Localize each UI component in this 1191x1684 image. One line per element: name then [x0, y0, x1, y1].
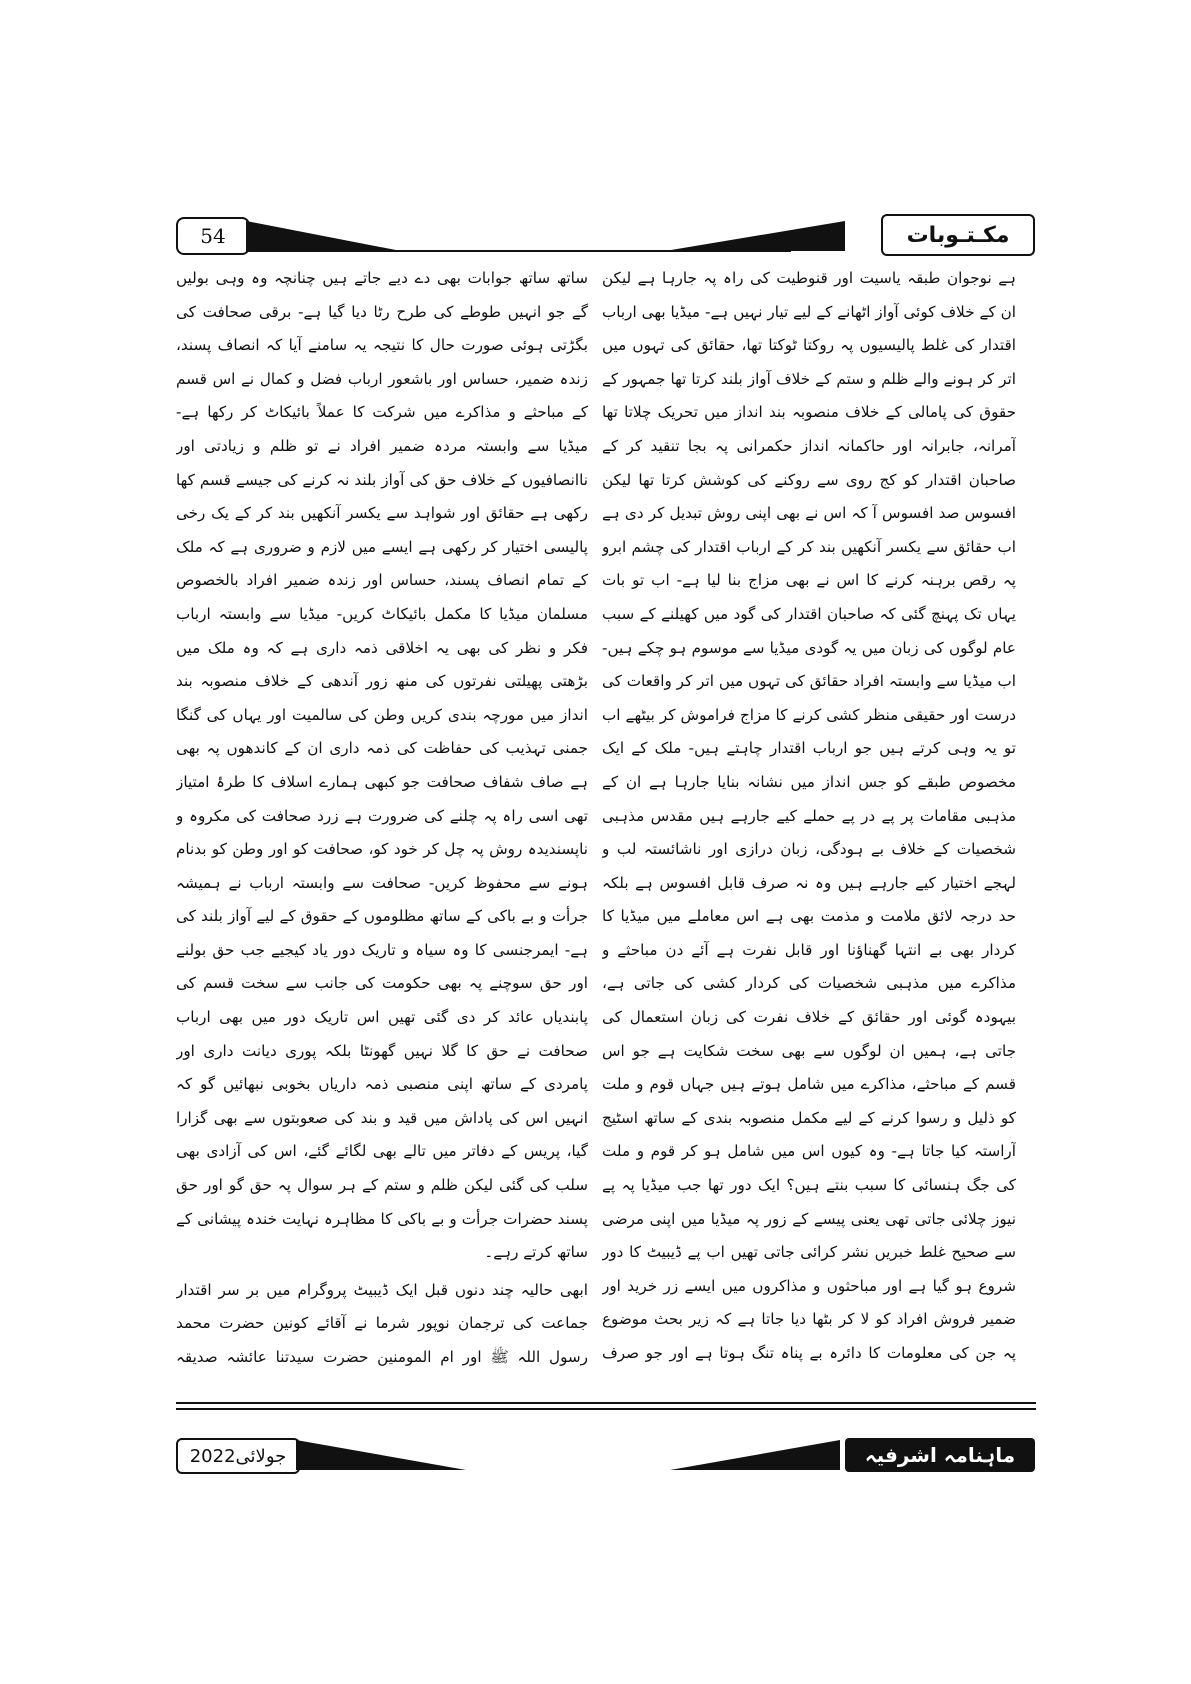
- footer-left-wedge: [296, 1438, 471, 1472]
- paragraph: ابھی حالیہ چند دنوں قبل ایک ڈیبیٹ پروگرام میں بر سر اقتدار جماعت کی ترجمان نوپور شرما نے آقائے کونین حضرت محمد رسول اللہ ﷺ اور ام المومنین حضرت سیدتنا عائشہ صدیقہ: [176, 1280, 588, 1366]
- paragraph: ہے نوجوان طبقہ یاسیت اور قنوطیت کی راہ پہ جارہا ہے لیکن ان کے خلاف کوئی آواز اٹھانے کے لیے تیار نہیں ہے- میڈیا بھی ارباب اقتدار کی غلط پالیسیوں پہ روکتا ٹوکتا تھا، حقائق کی تہوں میں اتر کر ہونے والے ظلم و ستم کے خلاف آواز بلند کرتا تھا جمہور کے حقوق کی پامالی کے خلاف منصوبہ بند انداز میں تحریک چلاتا تھا آمرانہ، جابرانہ اور حاکمانہ انداز حکمرانی پہ بجا تنقید کر کے صاحبان اقتدار کو کج روی سے روکنے کی کوشش کرتا تھا لیکن افسوس صد افسوس آ کہ اس نے بھی اپنی روش تبدیل کر دی ہے اب حقائق سے یکسر آنکھیں بند کر کے ارباب اقتدار کی چشم ابرو پہ رقص برہنہ کرنے کا اس نے بھی مزاج بنا لیا ہے- اب تو بات یہاں تک پہنچ گئی کہ صاحبان اقتدار کی گود میں کھیلنے کے سبب عام لوگوں کی زبان میں یہ گودی میڈیا سے موسوم ہو چکے ہیں- اب میڈیا سے وابستہ افراد حقائق کی تہوں میں اتر کر واقعات کی درست اور حقیقی منظر کشی کرنے کا مزاج فراموش کر بیٹھے اب تو یہ وہی کرتے ہیں جو ارباب اقتدار چاہتے ہیں- ملک کے ایک مخصوص طبقے کو جس انداز میں نشانہ بنایا جارہا ہے ان کے مذہبی مقامات پر پے در پے حملے کیے جارہے ہیں مقدس مذہبی شخصیات کے خلاف بے ہودگی، زبان درازی اور ناشائستہ لب و لہجے اختیار کیے جارہے ہیں وہ نہ صرف قابل افسوس ہے بلکہ حد درجہ لائق ملامت و مذمت بھی ہے اس معاملے میں میڈیا کا کردار بھی بے انتہا گھناؤنا اور قابل نفرت ہے آئے دن مباحثے و مذاکرے میں مذہبی شخصیات کی کردار کشی کی جاتی ہے، بیہودہ گوئی اور حقائق کے خلاف نفرت کی زبان استعمال کی جاتی ہے، ہمیں ان لوگوں سے بھی سخت شکایت ہے جو اس قسم کے مباحثے، مذاکرے میں شامل ہوتے ہیں جہاں قوم و ملت کو ذلیل و رسوا کرنے کے لیے مکمل منصوبہ بندی کے ساتھ اسٹیج آراستہ کیا جاتا ہے- وہ کیوں اس میں شامل ہو کر قوم و ملت کی جگ ہنسائی کا سبب بنتے ہیں؟ ایک دور تھا جب میڈیا پہ پے نیوز چلائی جاتی تھی یعنی پیسے کے زور پہ میڈیا میں اپنی مرضی سے صحیح غلط خبریں نشر کرائی جاتی تھیں اب پے ڈیبیٹ کا دور شروع ہو گیا ہے اور مباحثوں و مذاکروں میں ایسے زر خرید اور ضمیر فروش افراد کو لا کر بٹھا دیا جاتا ہے کہ زیر بحث موضوع پہ جن کی معلومات کا دائرہ بے پناہ تنگ ہوتا ہے اور جو صرف: [602, 269, 1016, 1362]
- footer-rule-top: [176, 1402, 1036, 1404]
- footer-rule-bottom: [176, 1408, 1036, 1410]
- issue-date: جولائی2022: [176, 1438, 300, 1474]
- section-title: مکـتـوبات: [881, 214, 1035, 256]
- magazine-name: ماہنامہ اشرفیہ: [845, 1438, 1035, 1472]
- article-column-right: [602, 262, 1016, 1374]
- footer-right-wedge: [660, 1438, 840, 1472]
- page-number: 54: [176, 217, 250, 255]
- header-right-wedge: [655, 219, 845, 253]
- paragraph: ساتھ ساتھ جوابات بھی دے دیے جاتے ہیں چنانچہ وہ وہی بولیں گے جو انہیں طوطے کی طرح رٹا دیا گیا ہے- برقی صحافت کی بگڑتی ہوئی صورت حال کا نتیجہ یہ سامنے آیا کہ انصاف پسند، زندہ ضمیر، حساس اور باشعور ارباب فضل و کمال نے اس قسم کے مباحثے و مذاکرے میں شرکت کا عملاً بائیکاٹ کر رکھا ہے- میڈیا سے وابستہ مردہ ضمیر افراد نے تو ظلم و زیادتی اور ناانصافیوں کے خلاف حق کی آواز بلند نہ کرنے کی جیسے قسم کھا رکھی ہے حقائق اور شواہد سے یکسر آنکھیں بند کر کے یک رخی پالیسی اختیار کر رکھی ہے ایسے میں لازم و ضروری ہے کہ ملک کے تمام انصاف پسند، حساس اور زندہ ضمیر افراد بالخصوص مسلمان میڈیا کا مکمل بائیکاٹ کریں- میڈیا سے وابستہ ارباب فکر و نظر کی بھی یہ اخلاقی ذمہ داری ہے کہ وہ ملک میں بڑھتی پھیلتی نفرتوں کی منھ زور آندھی کے خلاف منصوبہ بند انداز میں مورچہ بندی کریں وطن کی سالمیت اور یہاں کی گنگا جمنی تہذیب کی حفاظت کی ذمہ داری ان کے کاندھوں پہ بھی ہے صاف شفاف صحافت جو کبھی ہمارے اسلاف کا طرۂ امتیاز تھی اسی راہ پہ چلنے کی ضرورت ہے زرد صحافت کی مکروہ و ناپسندیدہ روش پہ چل کر خود کو، صحافت کو اور وطن کو بدنام ہونے سے محفوظ کریں- صحافت سے وابستہ ارباب نے ہمیشہ جرأت و بے باکی کے ساتھ مظلوموں کے حقوق کے لیے آواز بلند کی ہے- ایمرجنسی کا وہ سیاہ و تاریک دور یاد کیجیے جب حق بولنے اور حق سوچنے پہ بھی حکومت کی جانب سے سخت قسم کی پابندیاں عائد کر دی گئی تھیں اس تاریک دور میں بھی ارباب صحافت نے حق کا گلا نہیں گھونٹا بلکہ پوری دیانت داری اور پامردی کے ساتھ اپنی منصبی ذمہ داریاں بخوبی نبھائیں گو کہ انہیں اس کی پاداش میں قید و بند کی صعوبتوں سے بھی گزارا گیا، پریس کے دفاتر میں تالے بھی لگائے گئے، اس کی آزادی بھی سلب کی گئی لیکن ظلم و ستم کے ہر سوال پہ حق گو اور حق پسند حضرات جرأت و بے باکی کا مظاہرہ نہایت خندہ پیشانی کے ساتھ کرتے رہے۔: [176, 269, 588, 1262]
- header-left-wedge: [246, 219, 406, 253]
- article-column-left: [176, 262, 588, 1374]
